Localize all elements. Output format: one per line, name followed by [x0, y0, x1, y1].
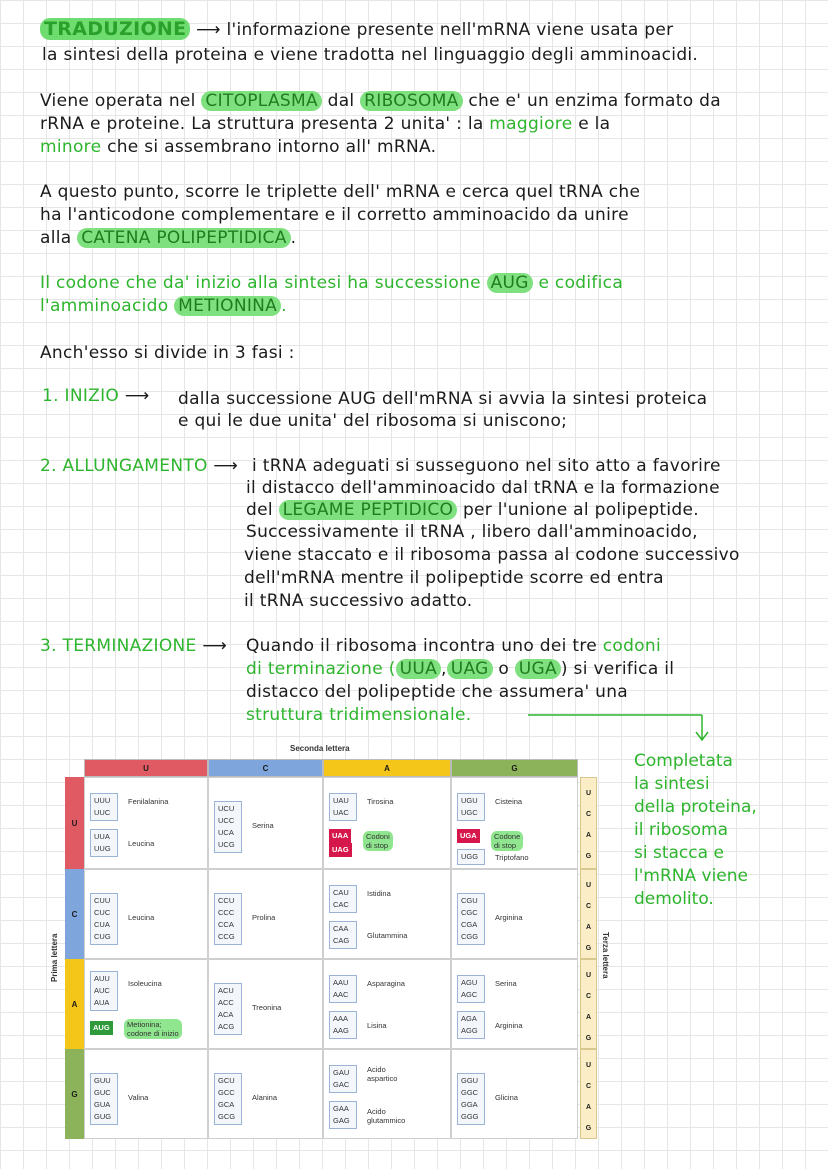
- row-header-U: U: [65, 777, 84, 869]
- amino-acid-label: Alanina: [252, 1093, 278, 1102]
- p1-line3: [40, 136, 436, 158]
- codon: GGG: [461, 1112, 479, 1121]
- codon: UCG: [218, 840, 235, 849]
- codon-table: [40, 742, 620, 1142]
- amino-acid-label: Isoleucina: [128, 979, 162, 988]
- p4-line: Anch'esso si divide in 3 fasi :: [40, 343, 295, 363]
- side-note-line: l'mRNA viene: [634, 866, 748, 886]
- p2-line3: alla CATENA POLIPEPTIDICA .: [40, 228, 297, 248]
- phase3-label: 3. TERMINAZIONE: [40, 636, 197, 656]
- word-maggiore: maggiore: [489, 114, 573, 134]
- third-letter: C: [585, 1083, 592, 1090]
- p1-text-a: Viene operata nel: [40, 91, 196, 111]
- amino-acid-label: Leucina: [128, 839, 155, 848]
- phase2-line2: il distacco dell'amminoacido dal tRNA e la formazione: [246, 478, 720, 498]
- codon: AGG: [461, 1026, 478, 1035]
- codon-box: [457, 1073, 485, 1125]
- codon: GCC: [218, 1088, 235, 1097]
- third-letter-column: [580, 777, 597, 869]
- highlight-catena: CATENA POLIPEPTIDICA: [77, 228, 290, 248]
- codon: AUA: [94, 998, 110, 1007]
- third-letter: U: [585, 972, 592, 979]
- codon: ACA: [218, 1010, 234, 1019]
- phase3-text-line1a: Quando il ribosoma incontra uno dei tre: [246, 636, 598, 656]
- codon: UUC: [94, 808, 111, 817]
- third-letter: G: [585, 1125, 592, 1132]
- word-codoni: codoni: [602, 636, 661, 656]
- third-letter: G: [585, 853, 592, 860]
- codon-box: [329, 885, 357, 913]
- amino-acid-label: Tirosina: [367, 797, 394, 806]
- phase3-line2: di terminazione ( UUA , UAG o UGA ) si verifica il: [246, 659, 675, 679]
- codon: UGC: [461, 808, 478, 817]
- codon: ACU: [218, 986, 234, 995]
- phase2-line6: dell'mRNA mentre il polipeptide scorre ed entra: [244, 568, 664, 588]
- amino-acid-label: Prolina: [252, 913, 276, 922]
- codon: GCU: [218, 1076, 235, 1085]
- third-letter: C: [585, 811, 592, 818]
- codon: AAA: [333, 1014, 349, 1023]
- stop-codon-label: Codoni di stop: [363, 831, 393, 851]
- codon: ACG: [218, 1022, 235, 1031]
- phase3-line1: [246, 635, 661, 657]
- highlight-aug: AUG: [487, 273, 533, 293]
- codon: GCA: [218, 1100, 235, 1109]
- codon: GAA: [333, 1104, 349, 1113]
- codon-box: [329, 793, 357, 821]
- phase1-line1: dalla successione AUG dell'mRNA si avvia la sintesi proteica: [178, 389, 708, 409]
- third-letter: U: [585, 882, 592, 889]
- codon-box: [457, 1011, 485, 1039]
- phase3-text-line2b: ) si verifica il: [560, 659, 675, 679]
- highlight-citoplasma: CITOPLASMA: [201, 91, 321, 111]
- codon: GUG: [94, 1112, 112, 1121]
- codon-box: [457, 793, 485, 821]
- codon-box: [90, 829, 118, 857]
- title-rest: l'informazione presente nell'mRNA viene usata per: [226, 20, 674, 40]
- side-note: [634, 750, 757, 911]
- p3-line2: l'amminoacido METIONINA .: [40, 296, 287, 316]
- phase3-line4: struttura tridimensionale.: [246, 705, 472, 725]
- codon: AGC: [461, 990, 478, 999]
- phase2-line5: viene staccato e il ribosoma passa al codone successivo: [244, 545, 740, 565]
- title-line: [40, 18, 673, 41]
- amino-acid-label: Arginina: [495, 913, 523, 922]
- third-letter: G: [585, 1035, 592, 1042]
- codon: CAG: [333, 936, 350, 945]
- phase2-label: 2. ALLUNGAMENTO: [40, 456, 208, 476]
- third-letter: G: [585, 945, 592, 952]
- row-header-G: G: [65, 1049, 84, 1139]
- highlight-legame: LEGAME PEPTIDICO: [279, 500, 458, 520]
- codon: CGG: [461, 932, 479, 941]
- column-header-A: A: [323, 759, 451, 777]
- codon: UAU: [333, 796, 349, 805]
- third-letter-label: Terza lettera: [601, 932, 610, 979]
- p1-line2: [40, 113, 610, 135]
- arrow-icon: ⟶: [124, 386, 150, 406]
- codon: ACC: [218, 998, 234, 1007]
- phase1-label: 1. INIZIO: [42, 386, 120, 406]
- phase1-label-row: [42, 385, 150, 407]
- codon: CUG: [94, 932, 111, 941]
- side-note-line: il ribosoma: [634, 820, 728, 840]
- amino-acid-label: Acido glutammico: [367, 1107, 406, 1125]
- arrow-icon: ⟶: [202, 636, 227, 656]
- amino-acid-label: Triptofano: [495, 853, 529, 862]
- codon: CGA: [461, 920, 478, 929]
- codon-box: [329, 921, 357, 949]
- amino-acid-label: Asparagina: [367, 979, 405, 988]
- codon: GAU: [333, 1068, 350, 1077]
- p3-line1: [40, 272, 623, 294]
- phase3-text-line2a: di terminazione (: [246, 659, 396, 679]
- p1-text-b: dal: [327, 91, 355, 111]
- phase2-label-row: [40, 455, 238, 477]
- codon-box: [329, 1101, 357, 1129]
- codon: UUG: [94, 844, 111, 853]
- arrow-icon: ⟶: [196, 20, 227, 40]
- row-header-C: C: [65, 869, 84, 959]
- codon-box: [457, 893, 485, 945]
- phase2-text-line3a: del: [246, 500, 273, 520]
- codon: AGA: [461, 1014, 477, 1023]
- p1-text-line3: che si assembrano intorno all' mRNA.: [107, 137, 437, 157]
- codon: GAC: [333, 1080, 350, 1089]
- codon: UUU: [94, 796, 111, 805]
- highlight-metionina: METIONINA: [174, 296, 281, 316]
- codon: CCG: [218, 932, 235, 941]
- p1-text-line2a: rRNA e proteine. La struttura presenta 2 unita' : la: [40, 114, 484, 134]
- amino-acid-label: Valina: [128, 1093, 149, 1102]
- codon: CGU: [461, 896, 478, 905]
- title: TRADUZIONE: [40, 18, 190, 40]
- codon: GGC: [461, 1088, 479, 1097]
- start-codon: AUG: [90, 1021, 113, 1035]
- codon: CUC: [94, 908, 111, 917]
- highlight-uga: UGA: [515, 659, 561, 679]
- codon: AUC: [94, 986, 110, 995]
- phase3-line3: distacco del polipeptide che assumera' una: [246, 682, 629, 702]
- p3-text-line2a: l'amminoacido: [40, 296, 169, 316]
- third-letter: A: [585, 1014, 592, 1021]
- first-letter-label: Prima lettera: [50, 933, 59, 982]
- side-note-line: la sintesi: [634, 774, 710, 794]
- third-letter: U: [585, 1062, 592, 1069]
- amino-acid-label: Arginina: [495, 1021, 523, 1030]
- codon-box: [457, 975, 485, 1003]
- codon: GAG: [333, 1116, 350, 1125]
- codon: AAU: [333, 978, 349, 987]
- p1-text-c: che e' un enzima formato da: [468, 91, 721, 111]
- stop-codon: UGA: [457, 829, 480, 843]
- codon: CGC: [461, 908, 478, 917]
- codon: GUC: [94, 1088, 111, 1097]
- side-note-line: Completata: [634, 751, 733, 771]
- side-note-line: si stacca e: [634, 843, 724, 863]
- column-header-G: G: [451, 759, 578, 777]
- amino-acid-label: Glicina: [495, 1093, 518, 1102]
- phase2-line3: [246, 499, 699, 521]
- stop-codon: UAG: [329, 843, 352, 857]
- codon-box: [329, 1065, 357, 1093]
- phase3-label-row: [40, 635, 227, 657]
- row-header-A: A: [65, 959, 84, 1049]
- third-letter: A: [585, 924, 592, 931]
- codon-box: [329, 1011, 357, 1039]
- codon: UGU: [461, 796, 478, 805]
- codon-box: [90, 971, 118, 1011]
- amino-acid-label: Istidina: [367, 889, 391, 898]
- codon: GUU: [94, 1076, 111, 1085]
- codon: CCU: [218, 896, 235, 905]
- codon: GGA: [461, 1100, 478, 1109]
- phase3-text-o: o: [498, 659, 510, 679]
- stop-codon-label: Codone di stop: [491, 831, 523, 851]
- title-line-2: la sintesi della proteina e viene tradotta nel linguaggio degli amminoacidi.: [42, 45, 699, 65]
- highlight-uag: UAG: [447, 659, 493, 679]
- amino-acid-label: Acido aspartico: [367, 1065, 398, 1083]
- codon: AAC: [333, 990, 349, 999]
- codon-box: [90, 893, 118, 945]
- third-letter: C: [585, 993, 592, 1000]
- codon: CUU: [94, 896, 111, 905]
- codon: GGU: [461, 1076, 479, 1085]
- codon-box: [214, 1073, 242, 1125]
- third-letter: C: [585, 903, 592, 910]
- amino-acid-label: Serina: [252, 821, 274, 830]
- amino-acid-label: Cisteina: [495, 797, 523, 806]
- amino-acid-label: Lisina: [367, 1021, 387, 1030]
- highlight-ribosoma: RIBOSOMA: [360, 91, 462, 111]
- codon: AAG: [333, 1026, 349, 1035]
- p2-line1: A questo punto, scorre le triplette dell' mRNA e cerca quel tRNA che: [40, 182, 641, 202]
- codon-box: [214, 801, 242, 853]
- codon-box: [214, 893, 242, 945]
- codon: GUA: [94, 1100, 111, 1109]
- column-header-C: C: [208, 759, 323, 777]
- third-letter-column: [580, 1049, 597, 1139]
- phase2-text-line3b: per l'unione al polipeptide.: [462, 500, 699, 520]
- codon: UAC: [333, 808, 349, 817]
- p1-text-line2b: e la: [578, 114, 611, 134]
- phase2-line1: i tRNA adeguati si susseguono nel sito atto a favorire: [252, 456, 721, 476]
- p3-text-line1b: e codifica: [538, 273, 624, 293]
- phase2-line7: il tRNA successivo adatto.: [244, 591, 473, 611]
- side-note-line: della proteina,: [634, 797, 757, 817]
- codon: GCG: [218, 1112, 236, 1121]
- highlight-uua: UUA: [396, 659, 441, 679]
- codon-box: [457, 849, 485, 865]
- arrow-icon: ⟶: [213, 456, 239, 476]
- codon: CAC: [333, 900, 349, 909]
- third-letter-column: [580, 959, 597, 1049]
- codon: UGG: [461, 852, 479, 861]
- codon: UCC: [218, 816, 235, 825]
- phase1-line2: e qui le due unita' del ribosoma si uniscono;: [178, 411, 568, 431]
- note-arrow-icon: [520, 705, 720, 745]
- amino-acid-label: Leucina: [128, 913, 155, 922]
- column-header-U: U: [84, 759, 208, 777]
- codon: CCC: [218, 908, 235, 917]
- codon: AUU: [94, 974, 110, 983]
- word-minore: minore: [40, 137, 102, 157]
- amino-acid-label: Serina: [495, 979, 517, 988]
- second-letter-label: Seconda lettera: [290, 744, 350, 753]
- codon: UCA: [218, 828, 234, 837]
- amino-acid-label: Glutammina: [367, 931, 408, 940]
- p1-line1: [40, 90, 721, 112]
- side-note-line: demolito.: [634, 889, 714, 909]
- codon-box: [90, 793, 118, 821]
- phase2-line4: Successivamente il tRNA , libero dall'amminoacido,: [246, 522, 698, 542]
- start-codon-label: Metionina; codone di inizio: [124, 1019, 182, 1039]
- p2-line2: ha l'anticodone complementare e il corretto amminoacido da unire: [40, 205, 629, 225]
- codon: CAU: [333, 888, 349, 897]
- third-letter: A: [585, 1104, 592, 1111]
- codon: UCU: [218, 804, 235, 813]
- codon-box: [214, 983, 242, 1035]
- third-letter: U: [585, 790, 592, 797]
- codon: UUA: [94, 832, 110, 841]
- codon: CAA: [333, 924, 349, 933]
- third-letter: A: [585, 832, 592, 839]
- codon: AGU: [461, 978, 478, 987]
- third-letter-column: [580, 869, 597, 959]
- codon: CCA: [218, 920, 234, 929]
- amino-acid-label: Treonina: [252, 1003, 282, 1012]
- codon-box: [329, 975, 357, 1003]
- codon: CUA: [94, 920, 110, 929]
- stop-codon: UAA: [329, 829, 351, 843]
- p3-text-line1a: Il codone che da' inizio alla sintesi ha successione: [40, 273, 481, 293]
- p2-text-line3a: alla: [40, 228, 72, 248]
- codon-box: [90, 1073, 118, 1125]
- amino-acid-label: Fenilalanina: [128, 797, 169, 806]
